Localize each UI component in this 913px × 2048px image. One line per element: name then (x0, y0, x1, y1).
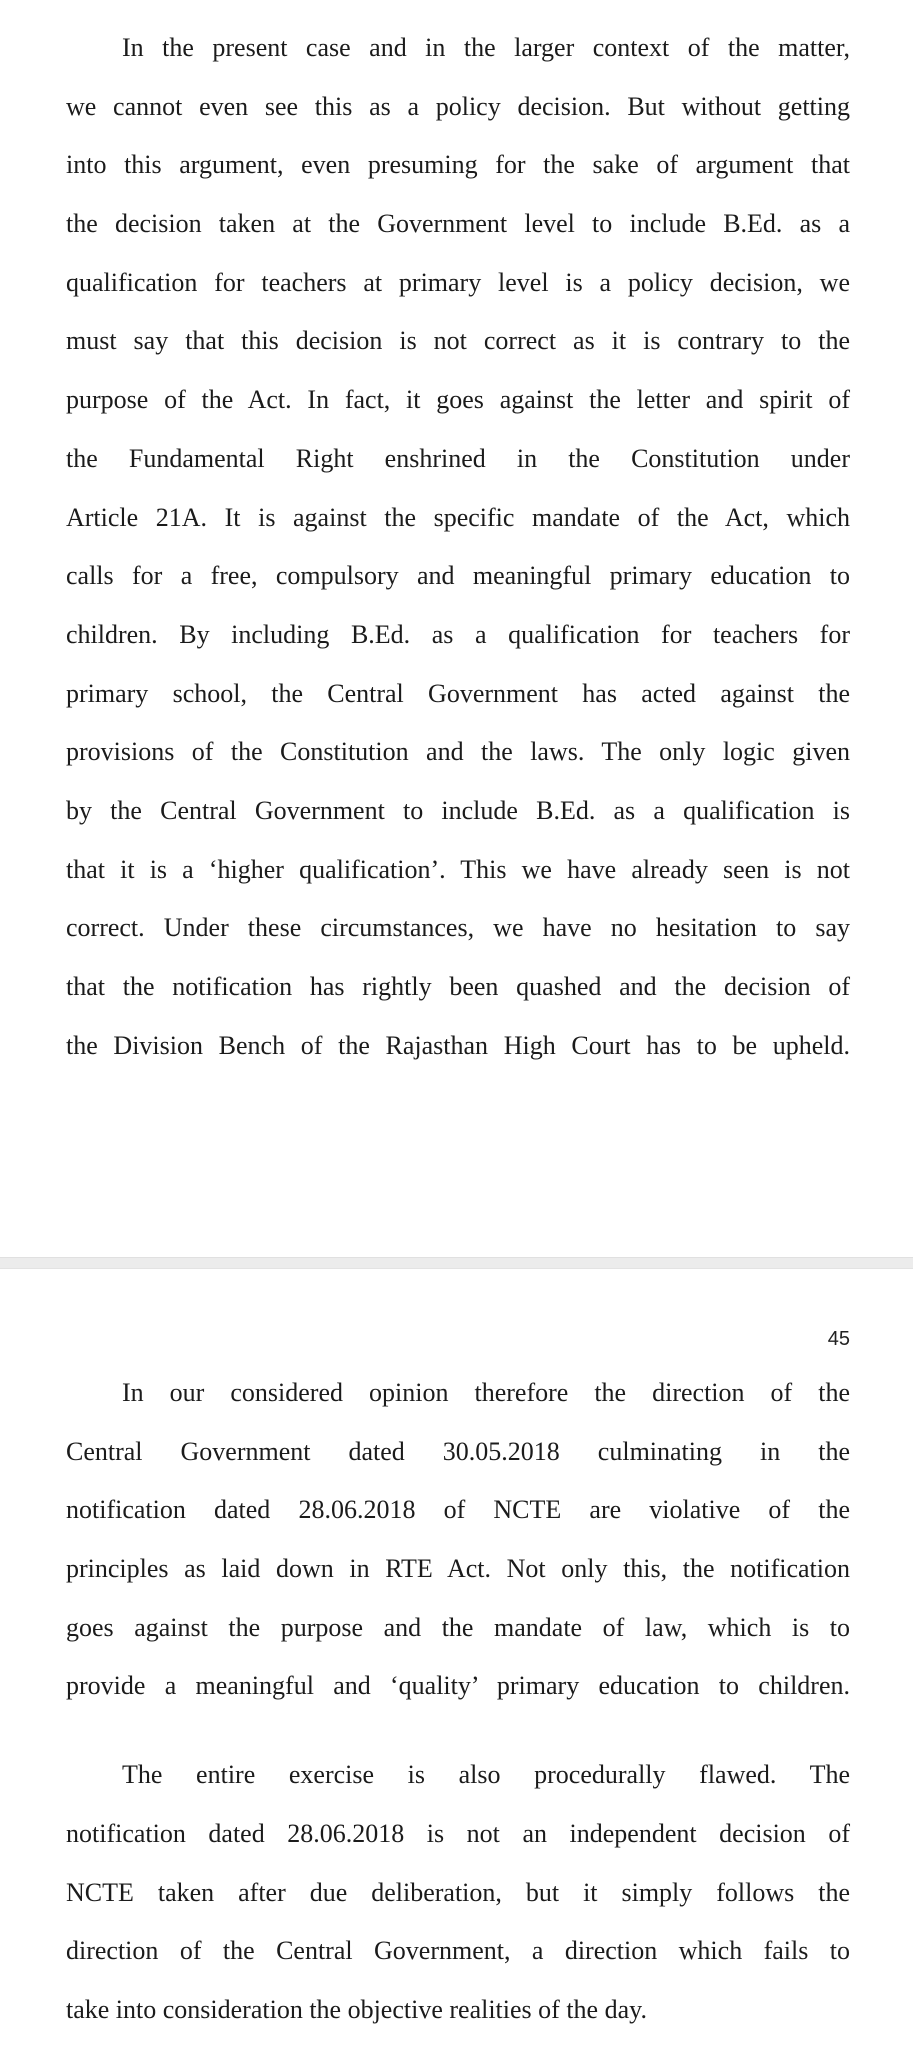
page-break-strip (0, 1257, 913, 1269)
page-1-text (66, 19, 850, 1075)
text-line: by the Central Government to include B.Ed. as a qualification is (66, 795, 850, 825)
page-number: 45 (827, 1328, 850, 1350)
page-2-text (66, 1364, 850, 2040)
text-line: that it is a ‘higher qualification’. This we have already seen is not (66, 854, 850, 884)
text-line: calls for a free, compulsory and meaningful primary education to (66, 561, 850, 591)
text-line: The entire exercise is also procedurally flawed. The (122, 1760, 850, 1790)
text-line: primary school, the Central Government has acted against the (66, 678, 850, 708)
paragraph (66, 1364, 850, 1716)
text-line: correct. Under these circumstances, we have no hesitation to say (66, 913, 850, 943)
text-line: direction of the Central Government, a direction which fails to (66, 1936, 850, 1966)
text-line: must say that this decision is not correct as it is contrary to the (66, 326, 850, 356)
text-line: into this argument, even presuming for the sake of argument that (66, 150, 850, 180)
text-line: the Division Bench of the Rajasthan High Court has to be upheld. (66, 1030, 850, 1060)
text-line: that the notification has rightly been quashed and the decision of (66, 972, 850, 1001)
text-line: In the present case and in the larger context of the matter, (122, 33, 850, 62)
text-line: the Fundamental Right enshrined in the Constitution under (66, 443, 850, 473)
text-line: children. By including B.Ed. as a qualification for teachers for (66, 619, 850, 649)
paragraph (66, 19, 850, 1075)
page-2 (0, 1270, 913, 2040)
text-line: principles as laid down in RTE Act. Not only this, the notification (66, 1554, 850, 1584)
page-number-row (66, 1270, 850, 1350)
text-line: Central Government dated 30.05.2018 culminating in the (66, 1436, 850, 1466)
text-line: provisions of the Constitution and the laws. The only logic given (66, 737, 850, 767)
text-line: take into consideration the objective realities of the day. (66, 1994, 647, 2024)
text-line: purpose of the Act. In fact, it goes against the letter and spirit of (66, 385, 850, 415)
text-line: In our considered opinion therefore the direction of the (122, 1378, 850, 1407)
text-line: notification dated 28.06.2018 of NCTE are violative of the (66, 1495, 850, 1525)
text-line: provide a meaningful and ‘quality’ primary education to children. (66, 1671, 850, 1701)
text-line: goes against the purpose and the mandate of law, which is to (66, 1612, 850, 1642)
text-line: qualification for teachers at primary level is a policy decision, we (66, 267, 850, 297)
paragraph (66, 1746, 850, 2039)
text-line: NCTE taken after due deliberation, but it simply follows the (66, 1877, 850, 1907)
text-line: the decision taken at the Government level to include B.Ed. as a (66, 209, 850, 239)
text-line: Article 21A. It is against the specific mandate of the Act, which (66, 502, 850, 532)
text-line: we cannot even see this as a policy decision. But without getting (66, 91, 850, 121)
text-line: notification dated 28.06.2018 is not an independent decision of (66, 1818, 850, 1848)
